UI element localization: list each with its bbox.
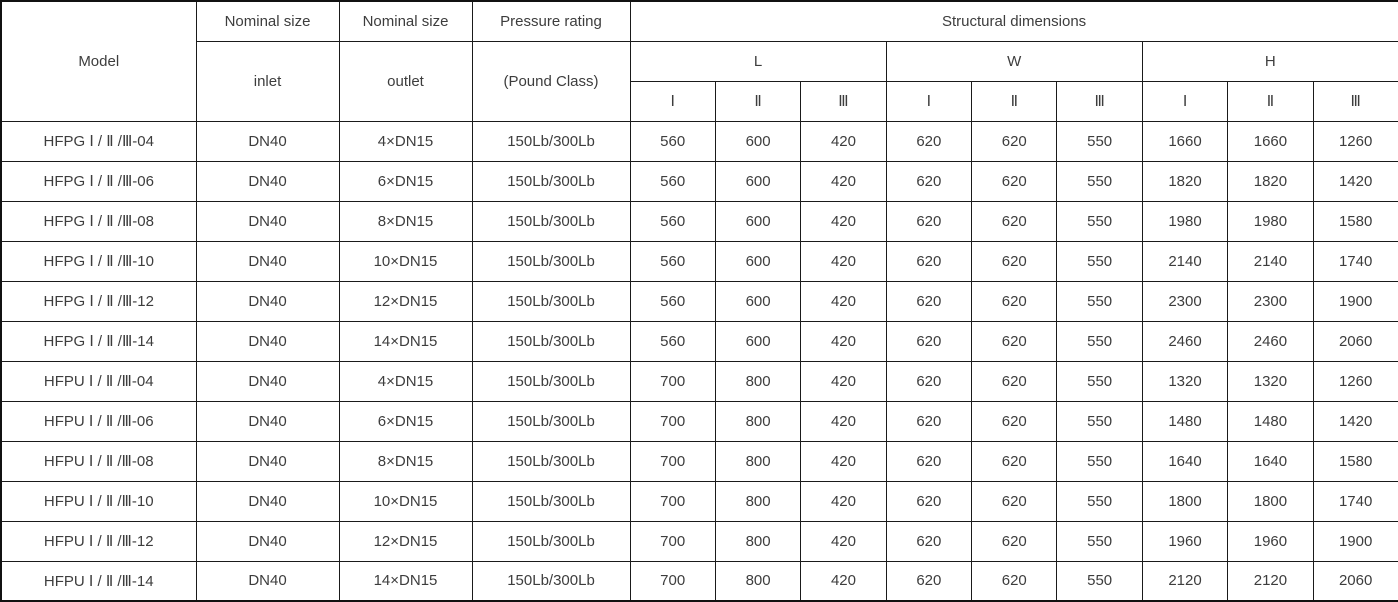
dim-cell-h-2: 1800 [1228,481,1313,521]
dim-cell-h-1: 1320 [1142,361,1227,401]
dim-cell-h-3: 1580 [1313,441,1398,481]
dim-cell-w-1: 620 [886,161,971,201]
dim-cell-w-2: 620 [972,201,1057,241]
outlet-cell: 4×DN15 [339,121,472,161]
dim-cell-h-2: 2120 [1228,561,1313,601]
table-row [1,441,1398,481]
dim-cell-w-3: 550 [1057,361,1142,401]
outlet-cell: 6×DN15 [339,161,472,201]
dim-cell-l-1: 700 [630,361,715,401]
dim-cell-h-3: 1420 [1313,161,1398,201]
dim-cell-l-1: 560 [630,121,715,161]
outlet-cell: 8×DN15 [339,441,472,481]
dim-cell-w-2: 620 [972,441,1057,481]
dim-cell-h-2: 1960 [1228,521,1313,561]
outlet-cell: 8×DN15 [339,201,472,241]
dim-cell-l-3: 420 [801,161,886,201]
dim-cell-l-3: 420 [801,281,886,321]
dim-cell-w-3: 550 [1057,401,1142,441]
dim-cell-h-2: 1640 [1228,441,1313,481]
outlet-cell: 10×DN15 [339,481,472,521]
model-cell: HFPU Ⅰ / Ⅱ /Ⅲ-14 [1,561,196,601]
table-row [1,561,1398,601]
dim-cell-h-1: 1660 [1142,121,1227,161]
dim-cell-w-1: 620 [886,121,971,161]
dim-cell-l-2: 800 [715,441,800,481]
inlet-cell: DN40 [196,481,339,521]
model-cell: HFPG Ⅰ / Ⅱ /Ⅲ-10 [1,241,196,281]
dim-cell-h-1: 2460 [1142,321,1227,361]
dim-cell-w-2: 620 [972,361,1057,401]
inlet-cell: DN40 [196,561,339,601]
model-cell: HFPG Ⅰ / Ⅱ /Ⅲ-06 [1,161,196,201]
dim-cell-w-1: 620 [886,361,971,401]
dim-cell-h-1: 1480 [1142,401,1227,441]
table-row [1,321,1398,361]
inlet-cell: DN40 [196,121,339,161]
col-header-group-w: W [886,41,1142,81]
col-header-h-2: Ⅱ [1228,81,1313,121]
table-header [1,1,1398,121]
dim-cell-w-3: 550 [1057,441,1142,481]
table-row [1,401,1398,441]
dim-cell-h-1: 2140 [1142,241,1227,281]
dim-cell-h-3: 1900 [1313,521,1398,561]
dim-cell-l-3: 420 [801,441,886,481]
dim-cell-h-3: 1740 [1313,241,1398,281]
model-cell: HFPG Ⅰ / Ⅱ /Ⅲ-04 [1,121,196,161]
dim-cell-h-1: 1640 [1142,441,1227,481]
dim-cell-l-3: 420 [801,361,886,401]
dim-cell-l-1: 560 [630,241,715,281]
pressure-cell: 150Lb/300Lb [472,281,630,321]
col-header-h-1: Ⅰ [1142,81,1227,121]
dim-cell-l-2: 800 [715,361,800,401]
dim-cell-l-1: 700 [630,401,715,441]
dim-cell-l-2: 600 [715,241,800,281]
dim-cell-w-2: 620 [972,241,1057,281]
col-header-group-l: L [630,41,886,81]
dim-cell-w-1: 620 [886,241,971,281]
dim-cell-l-3: 420 [801,121,886,161]
model-cell: HFPU Ⅰ / Ⅱ /Ⅲ-08 [1,441,196,481]
dim-cell-w-2: 620 [972,121,1057,161]
dim-cell-h-3: 1580 [1313,201,1398,241]
header-row-2 [1,41,1398,81]
pressure-cell: 150Lb/300Lb [472,481,630,521]
dim-cell-w-2: 620 [972,481,1057,521]
inlet-cell: DN40 [196,401,339,441]
outlet-cell: 12×DN15 [339,281,472,321]
col-header-model: Model [1,1,196,121]
dim-cell-h-2: 1320 [1228,361,1313,401]
table-row [1,241,1398,281]
pressure-cell: 150Lb/300Lb [472,361,630,401]
dim-cell-l-2: 800 [715,521,800,561]
dim-cell-h-1: 1980 [1142,201,1227,241]
dim-cell-l-3: 420 [801,241,886,281]
dim-cell-w-3: 550 [1057,561,1142,601]
outlet-cell: 6×DN15 [339,401,472,441]
outlet-cell: 4×DN15 [339,361,472,401]
dim-cell-h-3: 2060 [1313,321,1398,361]
col-header-w-1: Ⅰ [886,81,971,121]
inlet-cell: DN40 [196,281,339,321]
dim-cell-h-2: 2140 [1228,241,1313,281]
col-header-w-3: Ⅲ [1057,81,1142,121]
dim-cell-w-3: 550 [1057,281,1142,321]
dim-cell-l-2: 800 [715,401,800,441]
table-row [1,161,1398,201]
dim-cell-h-1: 2120 [1142,561,1227,601]
col-header-l-2: Ⅱ [715,81,800,121]
table-row [1,121,1398,161]
pressure-cell: 150Lb/300Lb [472,241,630,281]
col-header-inlet: inlet [196,41,339,121]
model-cell: HFPG Ⅰ / Ⅱ /Ⅲ-12 [1,281,196,321]
dim-cell-w-1: 620 [886,521,971,561]
dim-cell-w-2: 620 [972,281,1057,321]
inlet-cell: DN40 [196,441,339,481]
inlet-cell: DN40 [196,321,339,361]
table-row [1,281,1398,321]
col-header-structural-dimensions: Structural dimensions [630,1,1398,41]
dim-cell-w-2: 620 [972,161,1057,201]
dim-cell-l-2: 600 [715,201,800,241]
outlet-cell: 14×DN15 [339,321,472,361]
pressure-cell: 150Lb/300Lb [472,321,630,361]
outlet-cell: 10×DN15 [339,241,472,281]
pressure-cell: 150Lb/300Lb [472,521,630,561]
header-row-1 [1,1,1398,41]
dim-cell-w-1: 620 [886,561,971,601]
inlet-cell: DN40 [196,201,339,241]
dim-cell-w-2: 620 [972,521,1057,561]
dim-cell-h-1: 1820 [1142,161,1227,201]
dim-cell-l-3: 420 [801,561,886,601]
model-cell: HFPU Ⅰ / Ⅱ /Ⅲ-06 [1,401,196,441]
dim-cell-h-1: 1800 [1142,481,1227,521]
pressure-cell: 150Lb/300Lb [472,441,630,481]
dim-cell-w-2: 620 [972,561,1057,601]
outlet-cell: 14×DN15 [339,561,472,601]
dim-cell-w-1: 620 [886,201,971,241]
dim-cell-h-2: 1480 [1228,401,1313,441]
dim-cell-l-2: 600 [715,161,800,201]
inlet-cell: DN40 [196,361,339,401]
table-row [1,481,1398,521]
col-header-h-3: Ⅲ [1313,81,1398,121]
dim-cell-h-2: 2460 [1228,321,1313,361]
col-header-w-2: Ⅱ [972,81,1057,121]
table-row [1,521,1398,561]
dim-cell-w-1: 620 [886,481,971,521]
dim-cell-h-2: 1660 [1228,121,1313,161]
dim-cell-w-1: 620 [886,321,971,361]
col-header-nominal-size-outlet: Nominal size [339,1,472,41]
dim-cell-h-1: 1960 [1142,521,1227,561]
dim-cell-w-1: 620 [886,441,971,481]
table-row [1,201,1398,241]
dim-cell-w-2: 620 [972,321,1057,361]
dim-cell-l-1: 700 [630,441,715,481]
model-cell: HFPG Ⅰ / Ⅱ /Ⅲ-14 [1,321,196,361]
inlet-cell: DN40 [196,241,339,281]
dim-cell-l-2: 800 [715,561,800,601]
dim-cell-h-1: 2300 [1142,281,1227,321]
col-header-nominal-size-inlet: Nominal size [196,1,339,41]
dim-cell-l-2: 600 [715,321,800,361]
inlet-cell: DN40 [196,161,339,201]
model-cell: HFPU Ⅰ / Ⅱ /Ⅲ-04 [1,361,196,401]
outlet-cell: 12×DN15 [339,521,472,561]
dim-cell-l-3: 420 [801,201,886,241]
dim-cell-h-3: 1420 [1313,401,1398,441]
pressure-cell: 150Lb/300Lb [472,121,630,161]
dim-cell-l-3: 420 [801,521,886,561]
dim-cell-h-3: 1260 [1313,361,1398,401]
col-header-l-1: Ⅰ [630,81,715,121]
dim-cell-l-1: 560 [630,201,715,241]
table-row [1,361,1398,401]
dim-cell-w-3: 550 [1057,521,1142,561]
model-cell: HFPU Ⅰ / Ⅱ /Ⅲ-12 [1,521,196,561]
col-header-l-3: Ⅲ [801,81,886,121]
pressure-cell: 150Lb/300Lb [472,561,630,601]
dim-cell-h-2: 2300 [1228,281,1313,321]
dim-cell-w-3: 550 [1057,201,1142,241]
pressure-cell: 150Lb/300Lb [472,201,630,241]
dim-cell-l-2: 800 [715,481,800,521]
dim-cell-w-2: 620 [972,401,1057,441]
col-header-outlet: outlet [339,41,472,121]
dim-cell-l-3: 420 [801,401,886,441]
dim-cell-l-1: 700 [630,481,715,521]
model-cell: HFPU Ⅰ / Ⅱ /Ⅲ-10 [1,481,196,521]
col-header-pressure-rating: Pressure rating [472,1,630,41]
dim-cell-h-2: 1980 [1228,201,1313,241]
col-header-group-h: H [1142,41,1398,81]
col-header-pound-class: (Pound Class) [472,41,630,121]
pressure-cell: 150Lb/300Lb [472,401,630,441]
dim-cell-l-3: 420 [801,481,886,521]
dim-cell-l-1: 560 [630,161,715,201]
dim-cell-w-1: 620 [886,401,971,441]
dim-cell-w-1: 620 [886,281,971,321]
dim-cell-l-1: 560 [630,321,715,361]
dim-cell-h-3: 1740 [1313,481,1398,521]
dim-cell-w-3: 550 [1057,121,1142,161]
dim-cell-l-1: 700 [630,561,715,601]
dim-cell-w-3: 550 [1057,161,1142,201]
pressure-cell: 150Lb/300Lb [472,161,630,201]
dim-cell-w-3: 550 [1057,481,1142,521]
inlet-cell: DN40 [196,521,339,561]
dim-cell-l-1: 560 [630,281,715,321]
dim-cell-l-2: 600 [715,281,800,321]
dim-cell-h-3: 1900 [1313,281,1398,321]
dim-cell-h-3: 1260 [1313,121,1398,161]
model-cell: HFPG Ⅰ / Ⅱ /Ⅲ-08 [1,201,196,241]
dim-cell-w-3: 550 [1057,241,1142,281]
dim-cell-h-3: 2060 [1313,561,1398,601]
dim-cell-h-2: 1820 [1228,161,1313,201]
dim-cell-w-3: 550 [1057,321,1142,361]
dim-cell-l-3: 420 [801,321,886,361]
dim-cell-l-2: 600 [715,121,800,161]
table-body [1,121,1398,601]
dim-cell-l-1: 700 [630,521,715,561]
